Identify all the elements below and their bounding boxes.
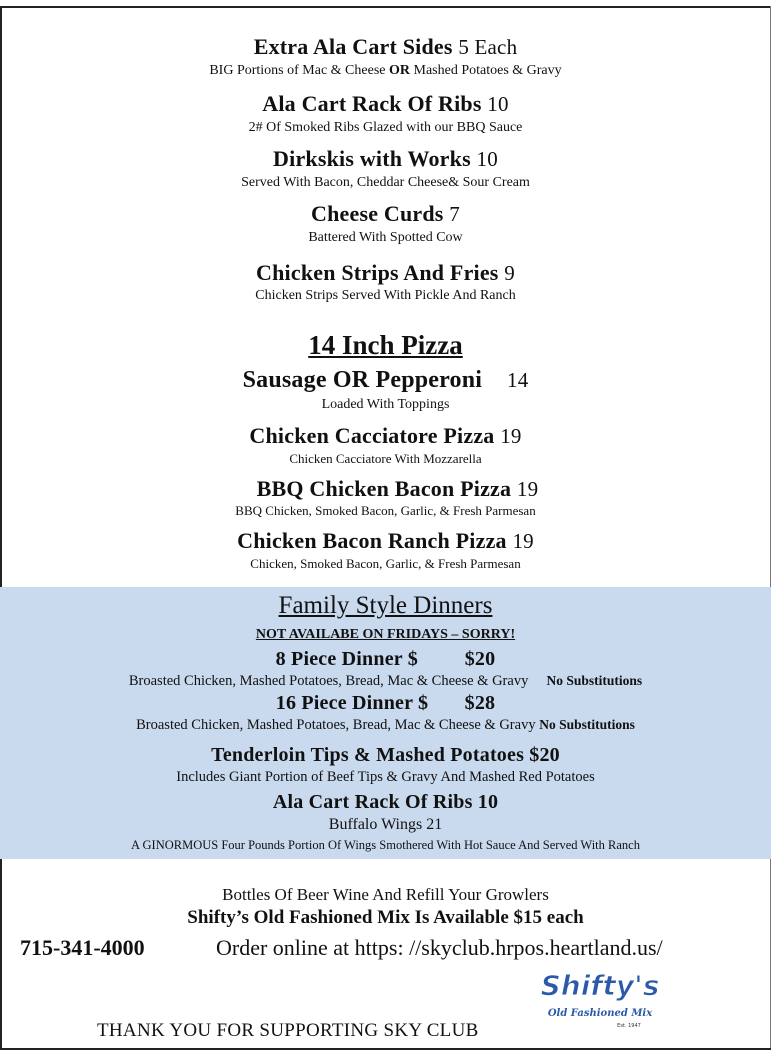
item-price: 19 (512, 529, 534, 553)
menu-item-title (0, 367, 771, 394)
menu-item-title (0, 692, 771, 715)
menu-item-desc: Chicken Cacciatore With Mozzarella (289, 451, 482, 466)
no-substitutions-note: No Substitutions (539, 717, 635, 732)
item-name: 16 Piece Dinner $ (275, 692, 429, 714)
item-name: 8 Piece Dinner $ (275, 648, 418, 670)
menu-item-title (12, 476, 771, 502)
menu-item-title (0, 201, 771, 227)
menu-item-desc: Chicken Strips Served With Pickle And Ranch (255, 288, 516, 303)
logo-brand: Shifty's (540, 969, 660, 1002)
logo-tagline: Old Fashioned Mix (547, 1008, 653, 1019)
menu-item-title: Tenderloin Tips & Mashed Potatoes $20 (211, 744, 560, 766)
phone-number: 715-341-4000 (20, 935, 145, 960)
item-name: Sausage OR Pepperoni (242, 367, 483, 393)
menu-item-title (0, 146, 771, 172)
shiftys-logo (533, 963, 667, 1033)
footer-line: Bottles Of Beer Wine And Refill Your Growlers (222, 885, 549, 904)
bottom-border (0, 1048, 771, 1050)
family-note: NOT AVAILABE ON FRIDAYS – SORRY! (255, 627, 516, 642)
item-name: Chicken Cacciatore Pizza (249, 423, 495, 448)
menu-item-desc: Includes Giant Portion of Beef Tips & Gravy And Mashed Red Potatoes (176, 769, 595, 785)
no-substitutions-note: No Substitutions (546, 673, 643, 688)
item-price: 7 (449, 202, 460, 226)
menu-item-desc: Broasted Chicken, Mashed Potatoes, Bread, Mac & Cheese & Gravy No Substitutions (136, 717, 635, 733)
item-price: 19 (516, 477, 539, 501)
item-price: 10 (487, 92, 509, 116)
menu-item-title: Ala Cart Rack Of Ribs 10 (272, 791, 499, 813)
menu-item-desc: Battered With Spotted Cow (308, 230, 463, 245)
item-name: Dirkskis with Works (273, 146, 471, 171)
item-price: 5 Each (458, 35, 518, 59)
menu-item-desc: A GINORMOUS Four Pounds Portion Of Wings Smothered With Hot Sauce And Served With Ranch (131, 838, 640, 852)
menu-item-desc: Loaded With Toppings (321, 397, 450, 412)
item-name: BBQ Chicken Bacon Pizza (256, 476, 512, 501)
item-name: Ala Cart Rack Of Ribs (262, 91, 482, 116)
family-heading: Family Style Dinners (278, 592, 493, 619)
menu-item-desc: Chicken, Smoked Bacon, Garlic, & Fresh Parmesan (250, 556, 521, 571)
item-price: 10 (476, 147, 498, 171)
menu-item-desc: BBQ Chicken, Smoked Bacon, Garlic, & Fresh Parmesan (235, 503, 536, 518)
item-name: Chicken Strips And Fries (256, 260, 499, 285)
thank-you-line: THANK YOU FOR SUPPORTING SKY CLUB (97, 1020, 479, 1041)
pizza-heading: 14 Inch Pizza (308, 330, 463, 360)
menu-item-title (0, 528, 771, 554)
item-name: Chicken Bacon Ranch Pizza (237, 528, 507, 553)
item-price: $28 (464, 692, 496, 714)
item-name: Cheese Curds (311, 201, 444, 226)
menu-item-desc: Served With Bacon, Cheddar Cheese& Sour Cream (241, 175, 530, 190)
menu-item-title (0, 34, 771, 60)
menu-item-title (0, 91, 771, 117)
menu-item-desc: Broasted Chicken, Mashed Potatoes, Bread, Mac & Cheese & Gravy No Substitutions (128, 673, 643, 689)
item-price: $20 (464, 648, 496, 670)
menu-item-title (0, 648, 771, 671)
item-price: 9 (504, 261, 515, 285)
item-name: Extra Ala Cart Sides (253, 34, 453, 59)
footer-line: Shifty’s Old Fashioned Mix Is Available $15 each (187, 907, 584, 928)
menu-item-title: Buffalo Wings 21 (328, 816, 443, 833)
order-online-text: Order online at https: //skyclub.hrpos.heartland.us/ (216, 935, 663, 960)
menu-item-title (0, 423, 771, 449)
item-price: 19 (500, 424, 522, 448)
logo-est: Est. 1947 (617, 1023, 641, 1029)
menu-item-desc: 2# Of Smoked Ribs Glazed with our BBQ Sauce (248, 120, 523, 135)
menu-item-desc: BIG Portions of Mac & Cheese OR Mashed Potatoes & Gravy (209, 63, 562, 78)
menu-item-title (0, 260, 771, 286)
item-price: 14 (507, 368, 529, 392)
top-border (0, 6, 771, 8)
